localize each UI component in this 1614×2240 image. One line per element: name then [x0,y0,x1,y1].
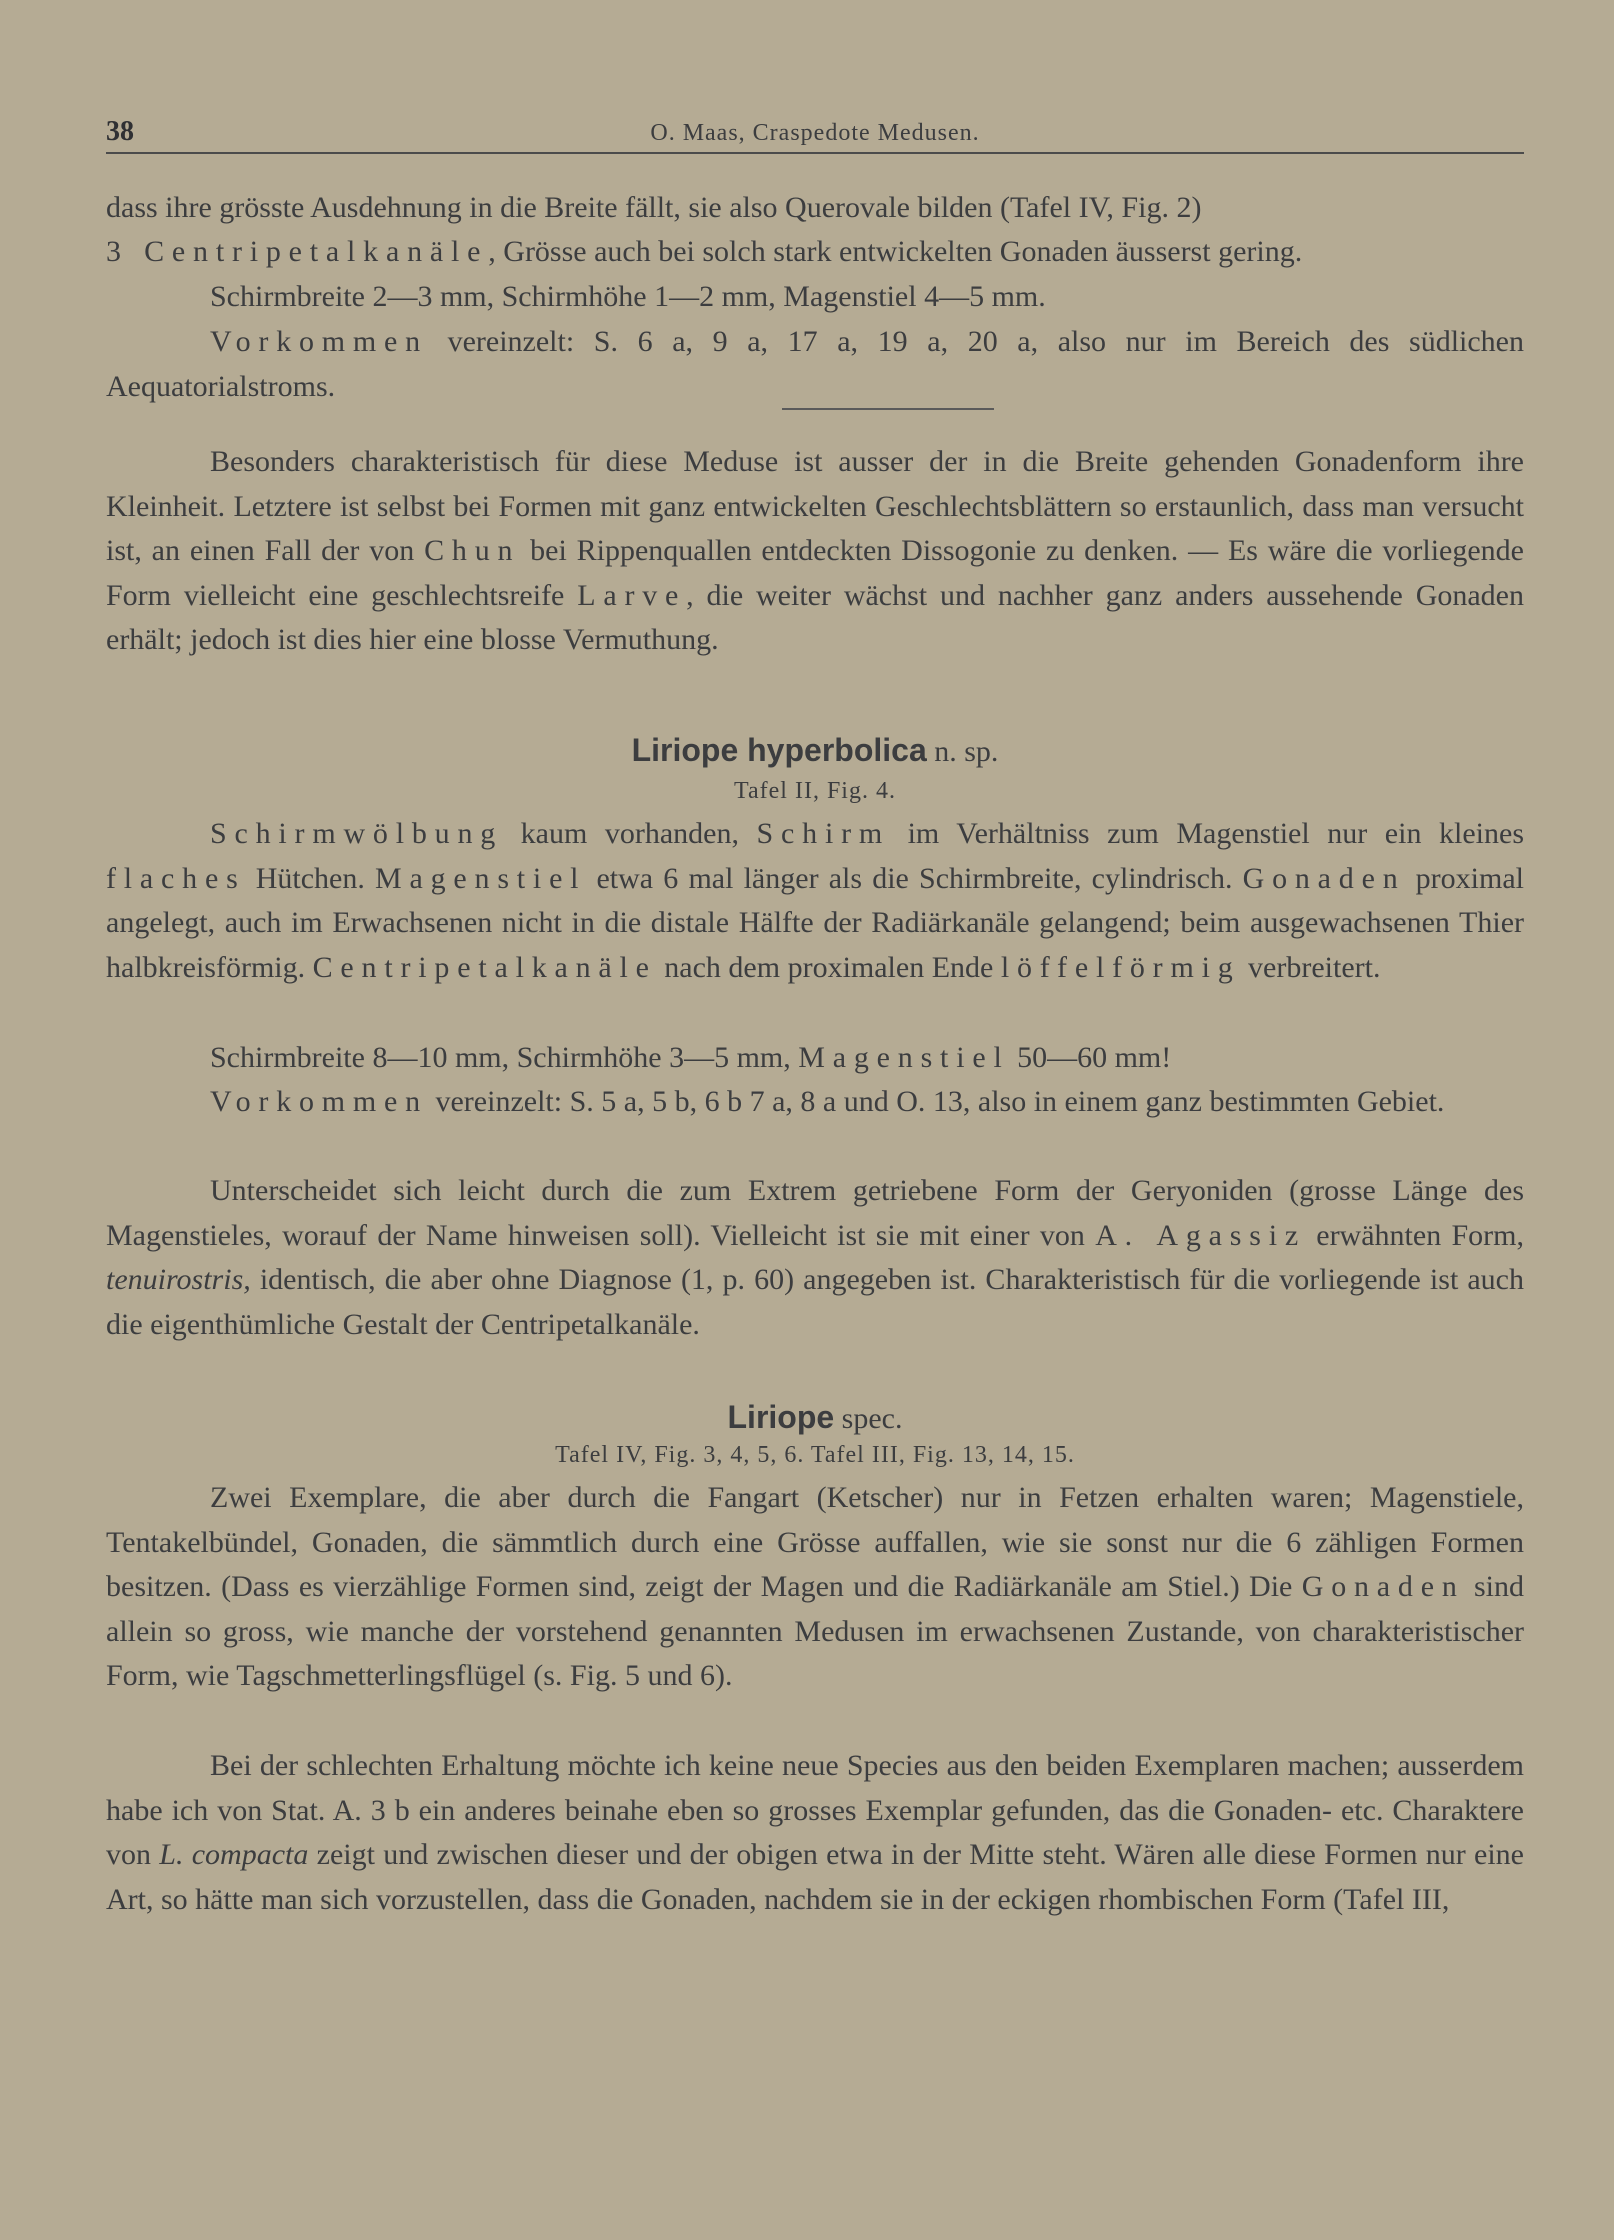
spaced-term: Vorkommen [210,325,428,358]
plate-reference: Tafel II, Fig. 4. [734,778,896,804]
line-text: zeigt und zwischen dieser und der obigen etwa in der Mitte steht. Wären alle diese Formen nur eine Art, so hätte man sich vorzustellen, dass die Gonaden, nachdem sie in der eckigen rhombischen Form (Tafel III, [106,1838,1524,1916]
line-text: Unterscheidet sich leicht durch die zum Extrem getriebene Form der Geryoniden (grosse Länge des Magenstieles, worauf der Name hinweisen soll). Vielleicht ist sie mit einer von [106,1174,1524,1252]
section-separator [782,408,994,410]
author-name: Chun [424,534,521,567]
paragraph-specimens [106,1476,1524,1699]
taxon-name: Liriope hyperbolica [631,732,927,768]
taxon-suffix: spec. [834,1402,903,1435]
line-text: , die weiter wächst und nachher ganz anders aussehende Gonaden erhält; jedoch ist dies hier eine blosse Vermuthung. [106,578,1524,656]
spaced-term: flaches [106,861,246,895]
spaced-term: Schirm [756,817,891,850]
spaced-term: Larve [577,578,687,612]
line-text: im Verhältniss zum Magenstiel nur ein kleines [890,817,1524,850]
paragraph-centripetal [106,230,1524,275]
line-text: verbreitert. [1240,950,1381,984]
paragraph-comparison [106,1169,1524,1347]
line-text: erwähnten Form, [1305,1218,1524,1252]
line-text: Bei der schlechten Erhaltung möchte ich keine neue Species aus den beiden Exemplaren machen; ausserdem habe ich von Stat. A. 3 b ein anderes beinahe eben so grosses Exemplar gefunden, das die Gonaden- etc. Charaktere von [106,1749,1524,1871]
spaced-term: Gonaden [1242,861,1406,895]
line-text: Schirmbreite 8—10 mm, Schirmhöhe 3—5 mm, [210,1041,799,1074]
line-text: dass ihre grösste Ausdehnung in die Breite fällt, sie also Querovale bilden (Tafel IV, Fig. 2) [106,191,1202,224]
line-text: sind allein so gross, wie manche der vorstehend genannten Medusen im erwachsenen Zustande, von charakteristischer Form, wie Tagschmetterlingsflügel (s. Fig. 5 und 6). [106,1570,1525,1692]
spaced-term: Magenstiel [798,1041,1010,1074]
paragraph-gonad-shape [106,186,1524,231]
species-heading [106,730,1524,777]
page-number: 38 [106,116,134,147]
italic-species-name: L. compacta [159,1838,309,1871]
line-text: bei Rippenquallen entdeckten Dissogonie zu denken. — Es wäre die vorliegende Form vielleicht eine geschlechtsreife [106,534,1524,612]
spaced-term: Gonaden [1301,1570,1465,1603]
paragraph-measurements-2 [106,1036,1524,1081]
paragraph-diagnosis [106,812,1524,990]
line-text: Zwei Exemplare, die aber durch die Fangart (Ketscher) nur in Fetzen erhalten waren; Magenstiele, Tentakelbündel, Gonaden, die sämmtlich durch eine Grösse auffallen, wie sie sonst nur die 6 zähligen Formen besitzen. (Dass es vierzählige Formen sind, zeigt der Magen und die Radiärkanäle am Stiel.) Die [106,1481,1524,1603]
taxon-name: Liriope [727,1399,835,1435]
taxon-suffix: n. sp. [926,735,999,768]
line-text: vereinzelt: S. 5 a, 5 b, 6 b 7 a, 8 a und O. 13, also in einem ganz bestimmten Gebiet. [427,1085,1445,1118]
running-title: O. Maas, Craspedote Medusen. [650,120,980,146]
spaced-term: löffelförmig [1000,950,1241,984]
line-text: , Grösse auch bei solch stark entwickelten Gonaden äusserst gering. [488,235,1303,268]
spaced-term: Vorkommen [210,1085,428,1118]
spaced-term: Magenstiel [375,861,587,895]
line-text: nach dem proximalen Ende [656,950,1001,984]
line-text: identisch, die aber ohne Diagnose (1, p. 60) angegeben ist. Charakteristisch für die vorliegende ist auch die eigenthümliche Gestalt der Centripetalkanäle. [106,1263,1524,1341]
line-text: proximal angelegt, auch im Erwachsenen nicht in die distale Hälfte der Radiärkanäle gelangend; beim ausgewachsenen Thier halbkreisförmig. [106,861,1524,984]
line-text: kaum vorhanden, [503,817,757,850]
header-rule [106,152,1524,154]
paragraph-occurrence-2 [106,1080,1524,1125]
line-text: 50—60 mm! [1009,1041,1172,1074]
author-name: A. Agassiz [1095,1218,1306,1252]
italic-species-name: tenuirostris, [106,1263,251,1296]
spaced-term: Centripetalkanäle [312,950,657,984]
species-heading-2 [106,1397,1524,1444]
line-text: Schirmbreite 2—3 mm, Schirmhöhe 1—2 mm, Magenstiel 4—5 mm. [210,280,1046,313]
line-text: Hütchen. [245,861,376,895]
line-text: etwa 6 mal länger als die Schirmbreite, cylindrisch. [586,861,1243,895]
paragraph-measurements [106,275,1524,320]
paragraph-occurrence [106,320,1524,409]
page-header [106,110,1524,150]
paragraph-remarks [106,440,1524,663]
spaced-term: Schirmwölbung [210,817,504,850]
line-text: Besonders charakteristisch für diese Meduse ist ausser der in die Breite gehenden Gonadenform ihre Kleinheit. Letztere ist selbst bei Formen mit ganz entwickelten Geschlechtsblättern so erstaunlich, dass man versucht ist, an einen Fall der von [106,445,1524,567]
plate-reference-2: Tafel IV, Fig. 3, 4, 5, 6. Tafel III, Fig. 13, 14, 15. [555,1442,1075,1468]
paragraph-discussion [106,1744,1524,1922]
line-text: vereinzelt: S. 6 a, 9 a, 17 a, 19 a, 20 a, also nur im Bereich des südlichen Aequatorialstroms. [106,325,1524,403]
spaced-term: 3 Centripetalkanäle [106,235,489,268]
